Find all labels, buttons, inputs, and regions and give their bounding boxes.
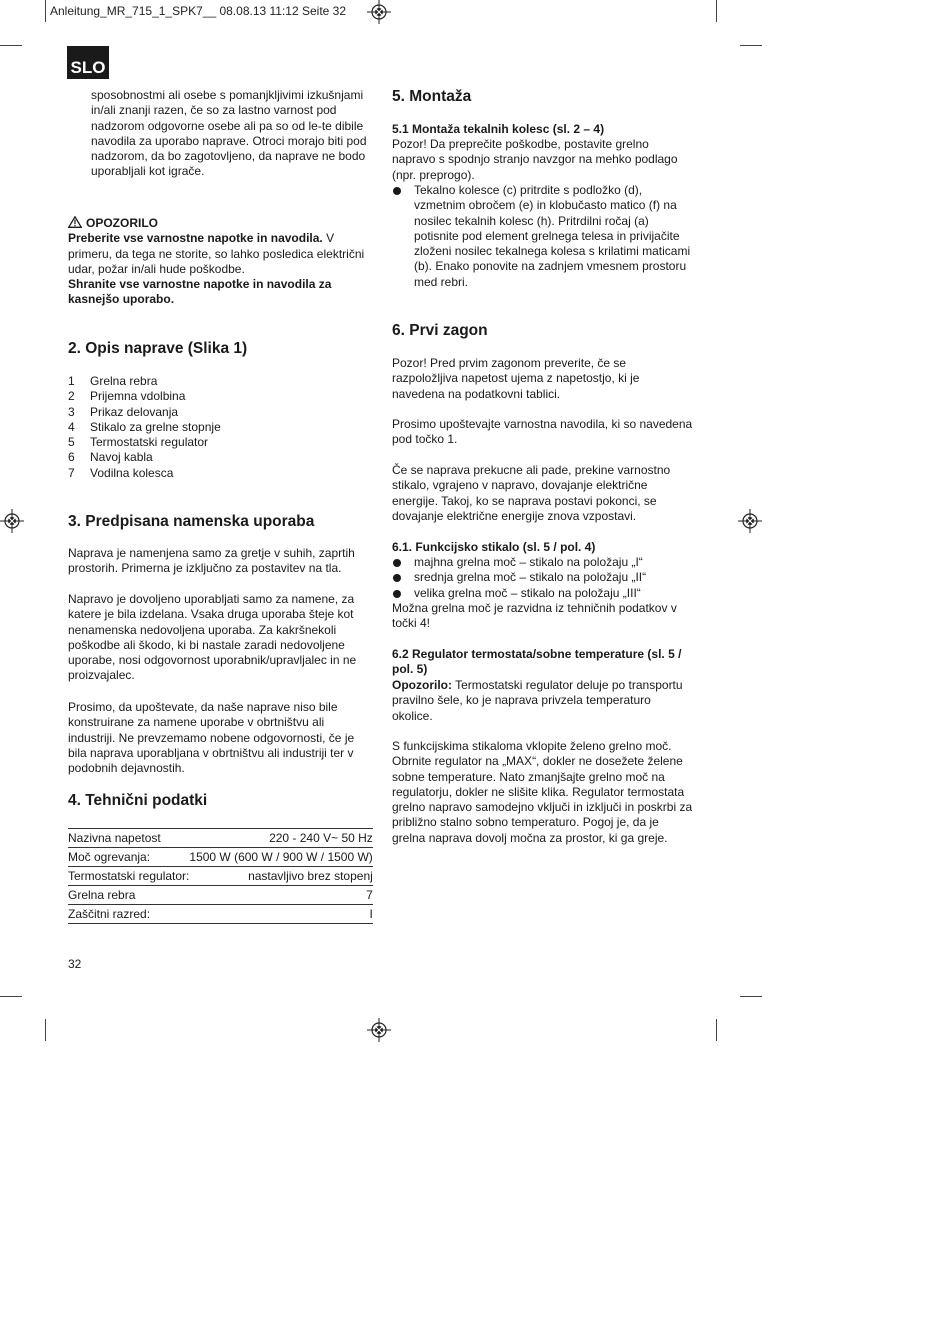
list-item: 7 Vodilna kolesca	[68, 465, 174, 480]
section-6-1-title: 6.1. Funkcijsko stikalo (sl. 5 / pol. 4)	[392, 540, 596, 554]
section-3-paragraph: Napravo je dovoljeno uporabljati samo za namene, za katere je bila izdelana. Vsaka druga uporaba šteje kot nenamenska nedovoljena uporaba. Za kakršnekoli poškodbe ali škodo, ki bi nastale zaradi nedovoljene uporabe, nosi odgovornost uporabnik/upravljalec in ne proizvajalec.	[68, 592, 357, 683]
list-item: 6 Navoj kabla	[68, 450, 153, 465]
list-item: velika grelna moč – stikalo na položaju „III“	[392, 586, 694, 601]
warning-title-line	[68, 216, 370, 231]
warning-text-1: V primeru, da tega ne storite, so lahko posledica električni udar, požar in/ali hude poškodbe.	[68, 231, 365, 276]
warning-title: OPOZORILO	[86, 216, 158, 230]
section-3-paragraph: Prosimo, da upoštevate, da naše naprave niso bile konstruirane za namene uporabe v obrtništvu ali industriji. Ne prevzemamo nobene odgovornosti, če je bila naprava uporabljana v obrtništvu ali industriji ter v podobnih dejavnostih.	[68, 700, 355, 776]
bullet-icon	[392, 555, 414, 570]
list-item: majhna grelna moč – stikalo na položaju „I“	[392, 555, 694, 570]
section-6-paragraph: Če se naprava prekucne ali pade, prekine varnostno stikalo, vgrajeno v napravo, dovajanje električne energije. Takoj, ko se naprava postavi pokonci, se dovajanje električne energije znova vzpostavi.	[392, 463, 671, 523]
registration-mark-icon	[738, 509, 762, 533]
warning-bold-1: Preberite vse varnostne napotke in navodila.	[68, 231, 323, 246]
registration-mark-icon	[367, 1018, 391, 1042]
section-5-1-title: 5.1 Montaža tekalnih kolesc (sl. 2 – 4)	[392, 122, 605, 136]
section-6-title: 6. Prvi zagon	[392, 322, 488, 339]
registration-mark-icon	[0, 509, 24, 533]
list-item: 5 Termostatski regulator	[68, 435, 209, 450]
section-5-1-text: Pozor! Da preprečite poškodbe, postavite grelno napravo s spodnjo stranjo navzgor na mehko podlago (npr. preprogo).	[392, 137, 678, 182]
registration-mark-icon	[367, 0, 391, 24]
table-row: Termostatski regulator: nastavljivo brez stopenj	[68, 867, 373, 886]
section-3-paragraph: Naprava je namenjena samo za gretje v suhih, zaprtih prostorih. Primerna je izključno za postavitev na tla.	[68, 546, 355, 576]
table-row: Moč ogrevanja: 1500 W (600 W / 900 W / 1500 W)	[68, 848, 373, 867]
bullet-icon	[392, 586, 414, 601]
table-row: Zaščitni razred: I	[68, 905, 373, 924]
warning-block	[68, 216, 370, 308]
bullet-icon	[392, 570, 414, 585]
section-2-title: 2. Opis naprave (Slika 1)	[68, 340, 248, 357]
list-item: Tekalno kolesce (c) pritrdite s podložko (d), vzmetnim obročem (e) in klobučasto matico (f) na nosilec tekalnih kolesc (h). Pritrdilni ročaj (a) potisnite pod element grelnega telesa in privijačite zloženi nosilec tekalnega kolesa s krilatimi maticami (b). Enako ponovite na zadnjem vmesnem prostoru med rebri.	[392, 183, 694, 290]
list-item: 1 Grelna rebra	[68, 374, 158, 388]
parts-list	[68, 374, 370, 481]
section-6-paragraph: Prosimo upoštevajte varnostna navodila, ki so navedena pod točko 1.	[392, 417, 693, 447]
language-tab: SLO	[67, 46, 109, 79]
section-6-2-paragraph: S funkcijskima stikaloma vklopite želeno grelno moč. Obrnite regulator na „MAX“, dokler ne dosežete želene sobne temperature. Nato zmanjšajte grelno moč na regulatorju, dokler ne slišite klika. Regulator termostata grelno napravo samodejno vključi in izključi in poskrbi za približno stalno sobno temperaturo. Pogoj je, da je grelna naprava dovolj močna za prostor, ki ga greje.	[392, 739, 693, 845]
section-6-2-bold: Opozorilo:	[392, 678, 452, 692]
bullet-icon	[392, 183, 414, 290]
list-item: 4 Stikalo za grelne stopnje	[68, 419, 221, 434]
section-3-title: 3. Predpisana namenska uporaba	[68, 513, 315, 530]
page-number: 32	[68, 957, 82, 971]
table-row: Grelna rebra 7	[68, 886, 373, 905]
intro-continuation: sposobnostmi ali osebe s pomanjkljivimi izkušnjami in/ali znanji razen, če so za lastno varnost pod nadzorom odgovorne osebe ali pa so od le-te dibile navodila za uporabo naprave. Otroci morajo biti pod nadzorom, da bo zagotovljeno, da naprave ne bodo uporabljali kot igrače.	[91, 88, 367, 179]
list-item: 2 Prijemna vdolbina	[68, 389, 186, 404]
warning-bold-2: Shranite vse varnostne napotke in navodila za kasnejšo uporabo.	[68, 277, 332, 307]
section-5-bullets	[392, 183, 694, 290]
section-6-2-text: Opozorilo: Termostatski regulator deluje po transportu pravilno šele, ko je naprava privzela temperaturo okolice.	[392, 678, 683, 723]
warning-text	[68, 231, 370, 277]
warning-triangle-icon	[68, 216, 82, 228]
list-item: 3 Prikaz delovanja	[68, 404, 179, 419]
section-6-1-after: Možna grelna moč je razvidna iz tehničnih podatkov v točki 4!	[392, 601, 677, 631]
print-header: Anleitung_MR_715_1_SPK7__ 08.08.13 11:12 Seite 32	[50, 4, 347, 18]
table-row: Nazivna napetost 220 - 240 V~ 50 Hz	[68, 829, 373, 848]
technical-data-table	[68, 828, 373, 924]
section-5-title: 5. Montaža	[392, 88, 472, 105]
section-4-title: 4. Tehnični podatki	[68, 792, 208, 809]
list-item: srednja grelna moč – stikalo na položaju „II“	[392, 570, 694, 585]
section-6-2-title: 6.2 Regulator termostata/sobne temperature (sl. 5 / pol. 5)	[392, 647, 682, 677]
section-6-1-bullets	[392, 555, 694, 601]
section-6-paragraph: Pozor! Pred prvim zagonom preverite, če se razpoložljiva napetost ujema z napetostjo, ki je navedena na podatkovni tablici.	[392, 356, 640, 401]
